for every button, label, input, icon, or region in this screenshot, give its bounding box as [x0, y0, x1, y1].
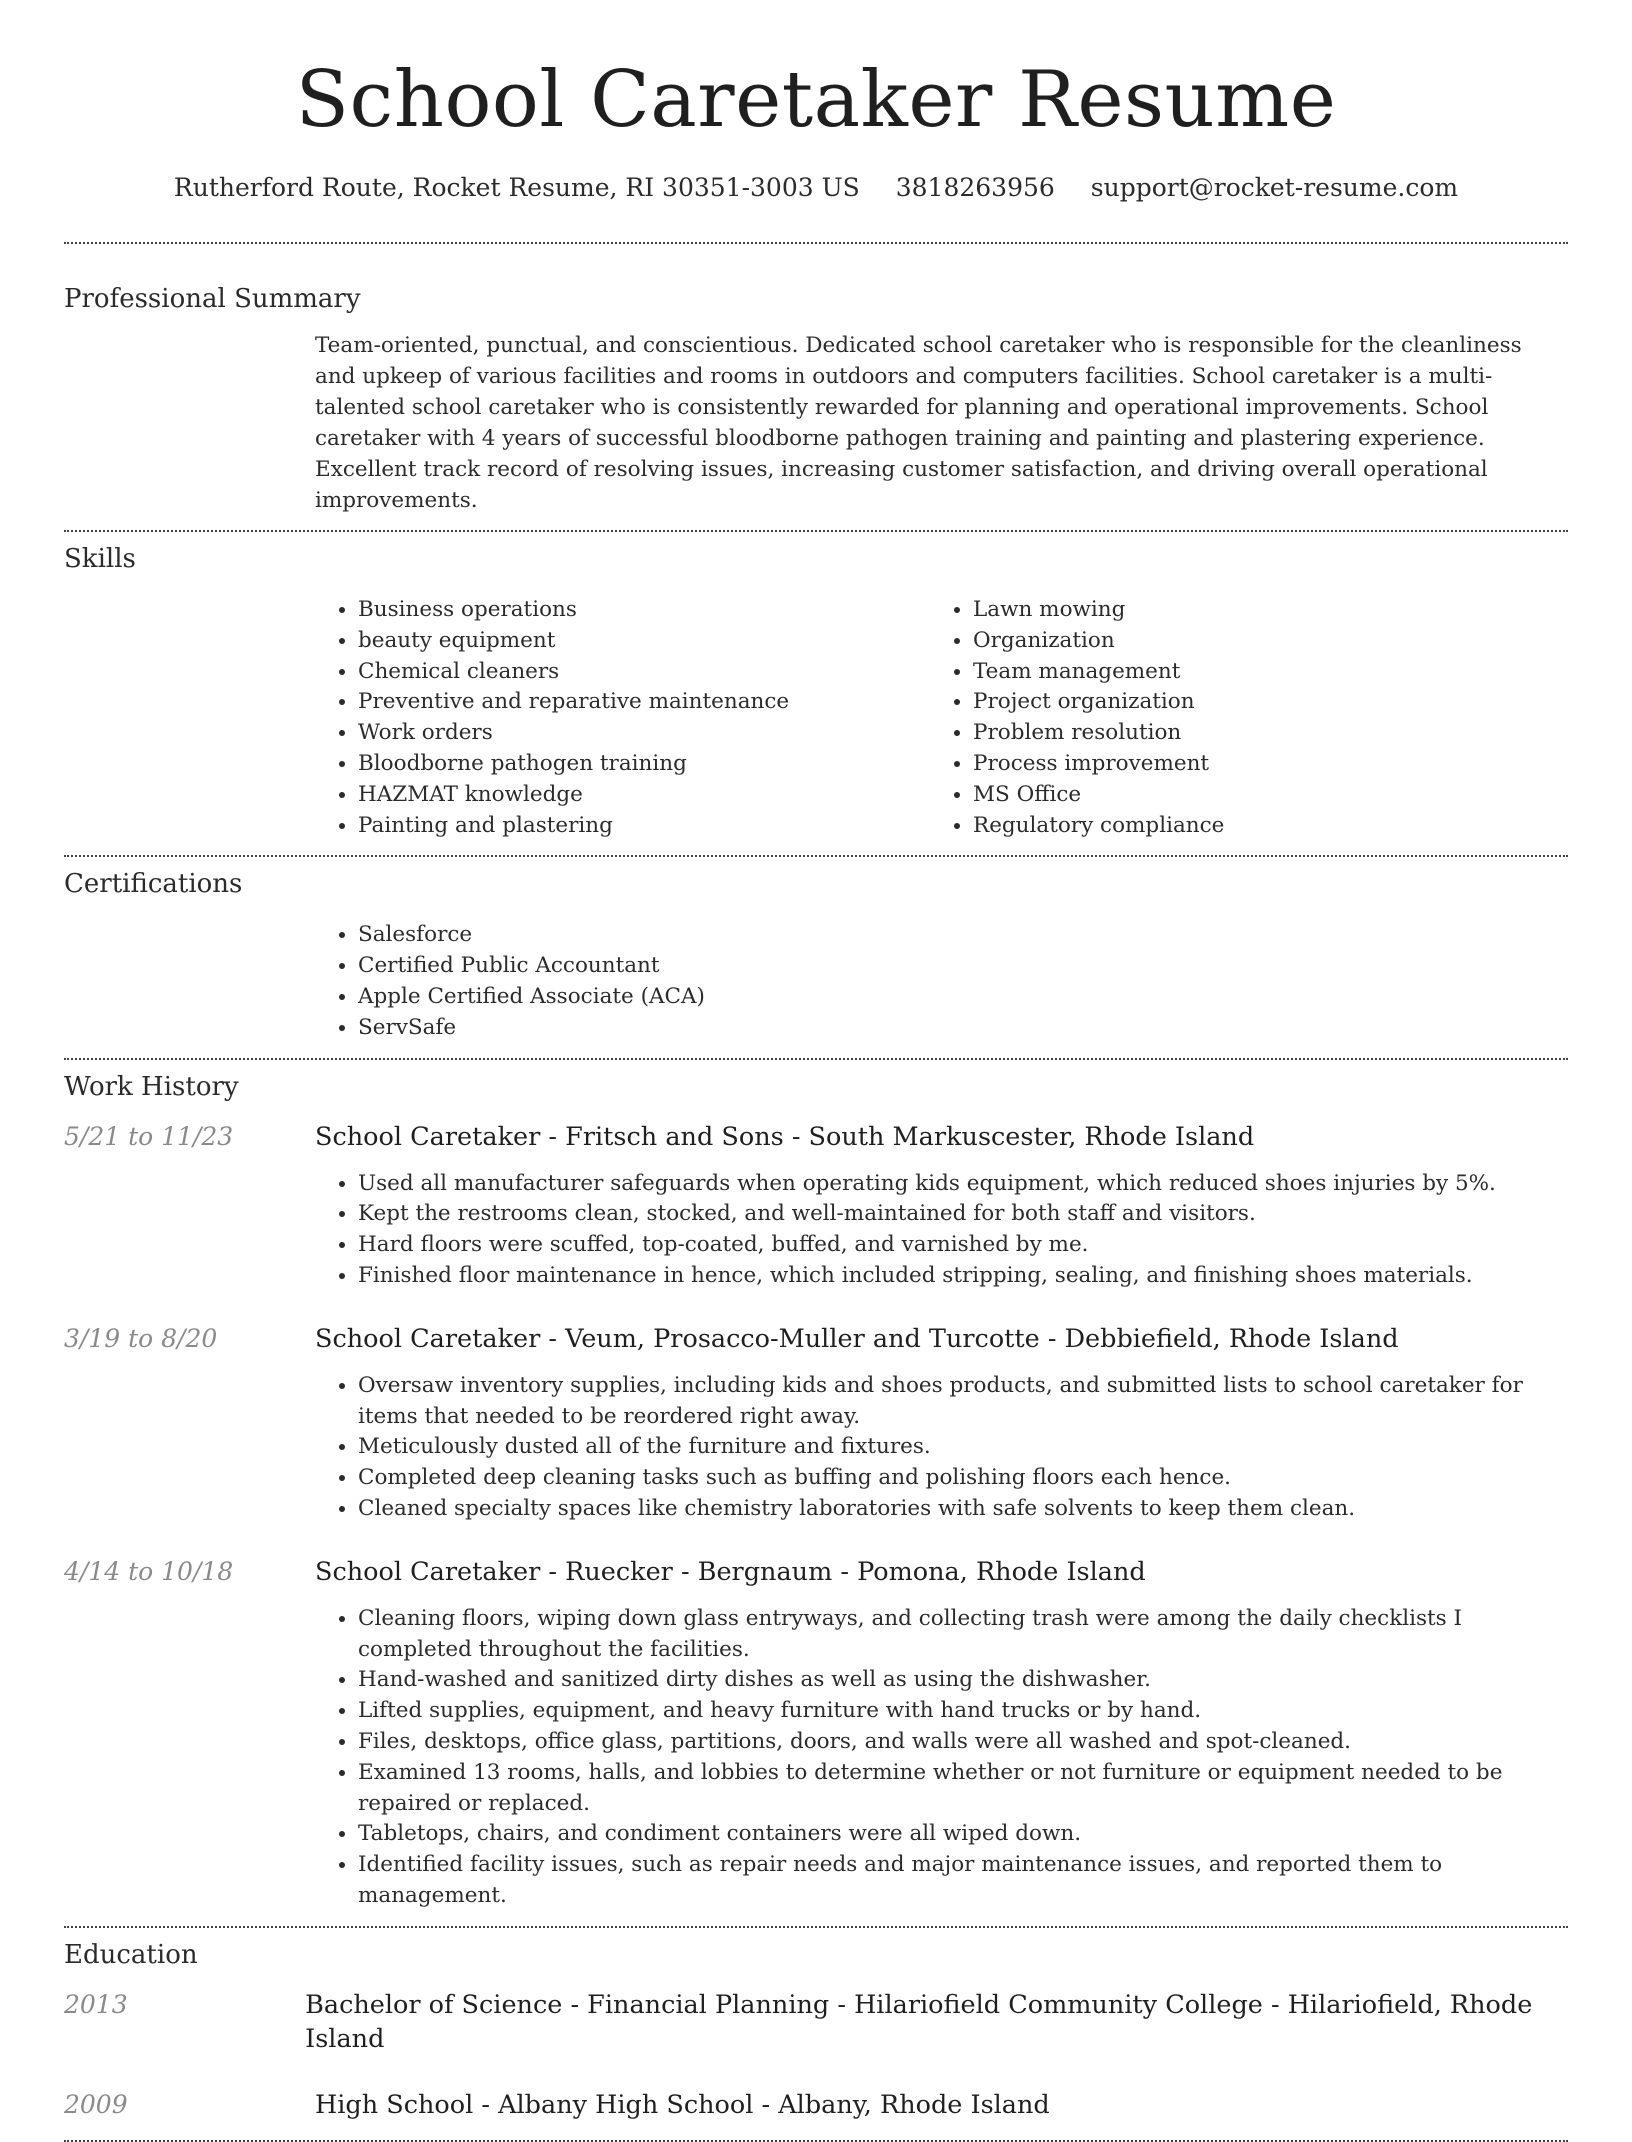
job-header [64, 1322, 1568, 1356]
list-item: • Chemical cleaners [358, 657, 930, 688]
skills-heading: Skills [64, 544, 136, 574]
list-item: • ServSafe [358, 1013, 1568, 1044]
list-item: • beauty equipment [358, 626, 930, 657]
education-entry [64, 2088, 1568, 2122]
list-item: • Process improvement [973, 749, 1545, 780]
work-divider [64, 1926, 1568, 1928]
contact-address: Rutherford Route, Rocket Resume, RI 30351-3003 US [173, 173, 860, 202]
job-bullets [315, 1604, 1568, 1912]
job-date: 5/21 to 11/23 [64, 1121, 234, 1151]
skills-section [64, 542, 1568, 841]
list-item: • Lawn mowing [973, 595, 1545, 626]
job-bullet-list [315, 1604, 1568, 1912]
job-entry [64, 1555, 1568, 1912]
list-item: • Work orders [358, 718, 930, 749]
summary-divider [64, 530, 1568, 532]
list-item: • HAZMAT knowledge [358, 780, 930, 811]
list-item: • Regulatory compliance [973, 811, 1545, 842]
education-section [64, 1938, 1568, 2122]
certifications-heading: Certifications [64, 869, 243, 900]
education-divider [64, 2140, 1568, 2142]
job-date: 4/14 to 10/18 [64, 1556, 234, 1586]
list-item: • Examined 13 rooms, halls, and lobbies to determine whether or not furniture or equipment needed to be repaired or replaced. [358, 1758, 1568, 1820]
list-item: • Files, desktops, office glass, partitions, doors, and walls were all washed and spot-cleaned. [358, 1727, 1568, 1758]
list-item: • Used all manufacturer safeguards when operating kids equipment, which reduced shoes injuries by 5%. [358, 1169, 1568, 1200]
skills-column-left [315, 595, 930, 841]
education-entry [64, 1988, 1568, 2056]
certifications-section [64, 867, 1568, 1043]
job-header [64, 1120, 1568, 1154]
work-heading: Work History [64, 1071, 239, 1102]
job-entry [64, 1120, 1568, 1292]
skills-grid [315, 595, 1568, 841]
list-item: • Identified facility issues, such as repair needs and major maintenance issues, and reported them to management. [358, 1850, 1568, 1912]
list-item: • Certified Public Accountant [358, 951, 1568, 982]
list-item: • Bloodborne pathogen training [358, 749, 930, 780]
list-item: • Organization [973, 626, 1545, 657]
job-title: School Caretaker - Fritsch and Sons - South Markuscester, Rhode Island [315, 1121, 1255, 1152]
list-item: • Business operations [358, 595, 930, 626]
skills-list-left [315, 595, 930, 841]
job-date: 3/19 to 8/20 [64, 1323, 218, 1353]
job-bullets [315, 1169, 1568, 1292]
job-title: School Caretaker - Veum, Prosacco-Muller and Turcotte - Debbiefield, Rhode Island [315, 1323, 1399, 1354]
list-item: • Finished floor maintenance in hence, which included stripping, sealing, and finishing shoes materials. [358, 1261, 1568, 1292]
education-heading: Education [64, 1939, 198, 1970]
list-item: • Completed deep cleaning tasks such as buffing and polishing floors each hence. [358, 1463, 1568, 1494]
job-bullet-list [315, 1371, 1568, 1525]
list-item: • Tabletops, chairs, and condiment containers were all wiped down. [358, 1819, 1568, 1850]
list-item: • Lifted supplies, equipment, and heavy furniture with hand trucks or by hand. [358, 1696, 1568, 1727]
job-entry [64, 1322, 1568, 1525]
summary-section [64, 282, 1568, 516]
education-entries [64, 1988, 1568, 2122]
work-section [64, 1070, 1568, 1912]
skills-list-right [930, 595, 1545, 841]
resume-title: School Caretaker Resume [295, 55, 1337, 145]
list-item: • Oversaw inventory supplies, including kids and shoes products, and submitted lists to school caretaker for items that needed to be reordered right away. [358, 1371, 1568, 1433]
certifications-list [315, 920, 1568, 1043]
summary-heading: Professional Summary [64, 284, 361, 314]
certifications-divider [64, 1058, 1568, 1060]
contact-email: support@rocket-resume.com [1090, 173, 1459, 202]
skills-column-right [930, 595, 1545, 841]
list-item: • Cleaning floors, wiping down glass entryways, and collecting trash were among the daily checklists I completed throughout the facilities. [358, 1604, 1568, 1666]
education-date: 2009 [64, 2089, 128, 2119]
education-title: High School - Albany High School - Albany, Rhode Island [315, 2089, 1050, 2120]
list-item: • Hand-washed and sanitized dirty dishes as well as using the dishwasher. [358, 1665, 1568, 1696]
list-item: • Salesforce [358, 920, 1568, 951]
job-bullets [315, 1371, 1568, 1525]
job-bullet-list [315, 1169, 1568, 1292]
list-item: • MS Office [973, 780, 1545, 811]
education-title: Bachelor of Science - Financial Planning - Hilariofield Community College - Hilariofield, Rhode Island [305, 1989, 1533, 2054]
summary-text: Team-oriented, punctual, and conscientious. Dedicated school caretaker who is responsible for the cleanliness and upkeep of various facilities and rooms in outdoors and computers facilities. School caretaker is a multi-talented school caretaker who is consistently rewarded for planning and operational improvements. School caretaker with 4 years of successful bloodborne pathogen training and painting and plastering experience. Excellent track record of resolving issues, increasing customer satisfaction, and driving overall operational improvements. [315, 333, 1522, 513]
header-divider [64, 242, 1568, 244]
list-item: • Painting and plastering [358, 811, 930, 842]
skills-divider [64, 855, 1568, 857]
certifications-block [315, 920, 1568, 1043]
job-title: School Caretaker - Ruecker - Bergnaum - Pomona, Rhode Island [315, 1556, 1146, 1587]
education-date: 2013 [64, 1989, 128, 2019]
list-item: • Hard floors were scuffed, top-coated, buffed, and varnished by me. [358, 1230, 1568, 1261]
contact-line [64, 170, 1568, 206]
list-item: • Cleaned specialty spaces like chemistry laboratories with safe solvents to keep them clean. [358, 1494, 1568, 1525]
list-item: • Preventive and reparative maintenance [358, 687, 930, 718]
list-item: • Team management [973, 657, 1545, 688]
list-item: • Meticulously dusted all of the furniture and fixtures. [358, 1432, 1568, 1463]
work-entries [64, 1120, 1568, 1912]
job-header [64, 1555, 1568, 1589]
contact-phone: 3818263956 [895, 173, 1055, 202]
list-item: • Project organization [973, 687, 1545, 718]
list-item: • Apple Certified Associate (ACA) [358, 982, 1568, 1013]
list-item: • Problem resolution [973, 718, 1545, 749]
list-item: • Kept the restrooms clean, stocked, and well-maintained for both staff and visitors. [358, 1199, 1568, 1230]
